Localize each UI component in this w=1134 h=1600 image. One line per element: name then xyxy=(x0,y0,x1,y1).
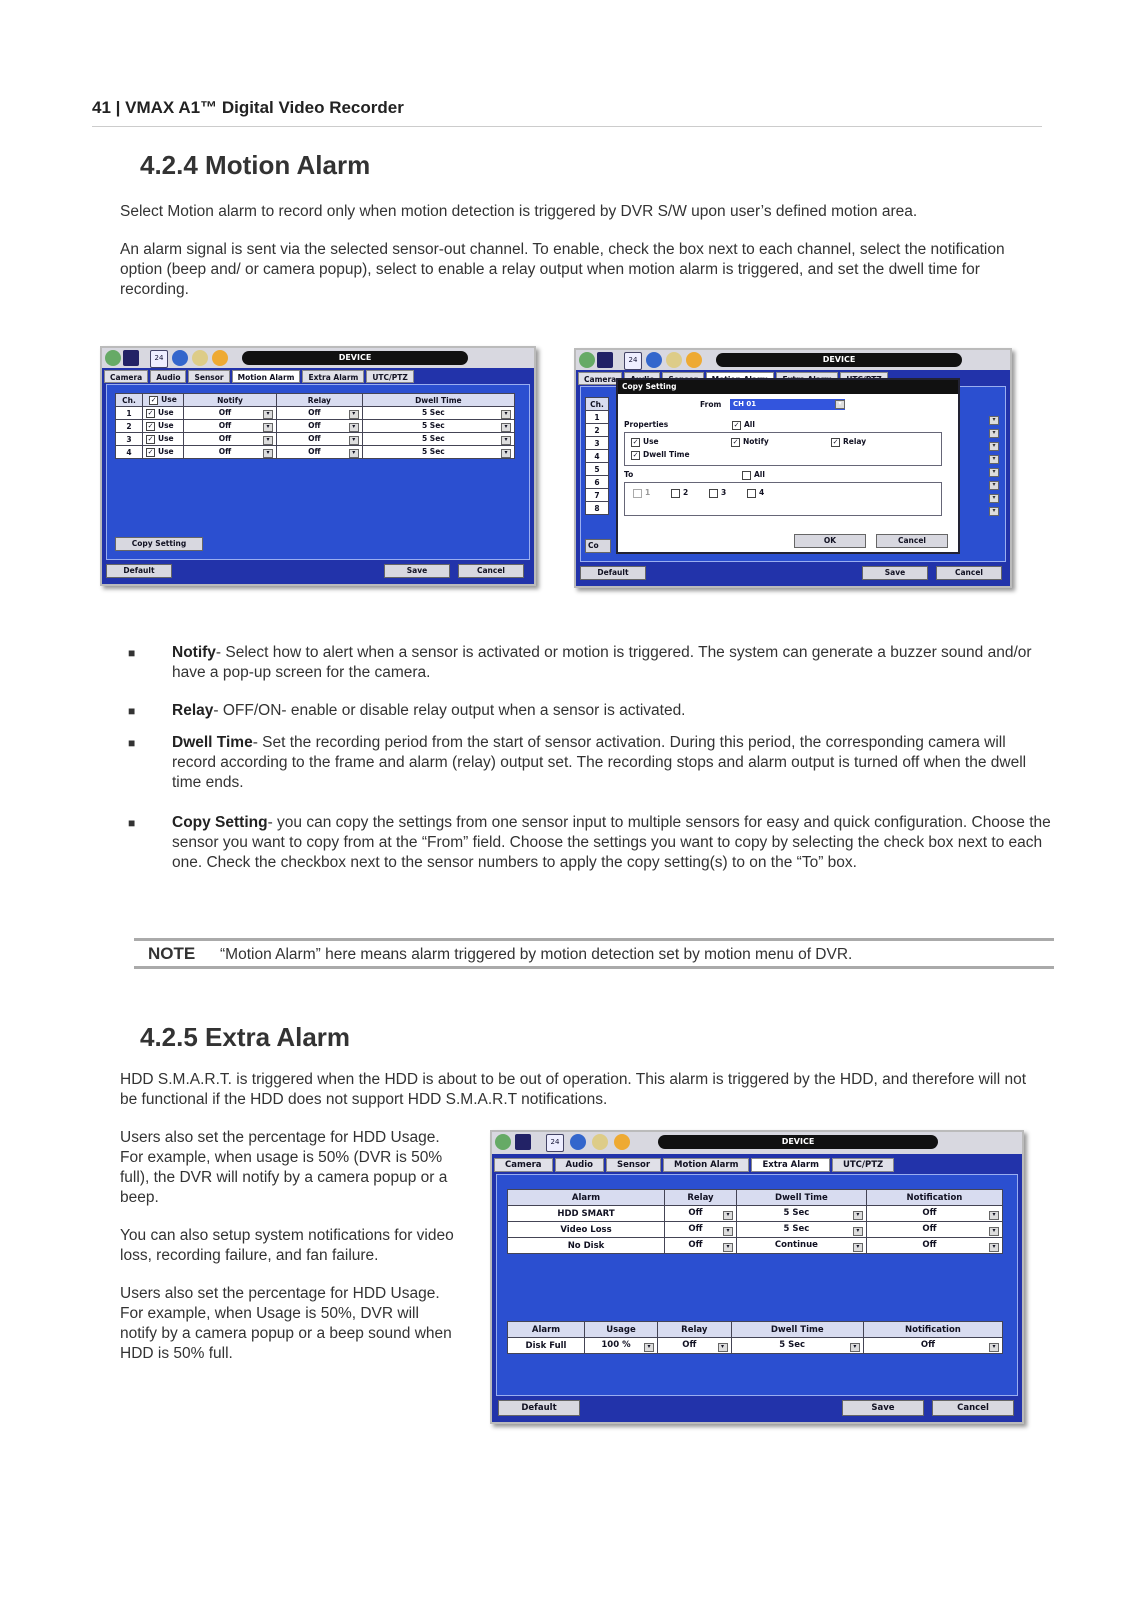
save-button[interactable]: Save xyxy=(384,564,450,578)
use-checkbox[interactable]: ✓ xyxy=(147,421,154,430)
chevron-down-icon[interactable]: ▾ xyxy=(989,455,999,464)
disc-icon xyxy=(192,350,208,366)
chevron-down-icon[interactable]: ▾ xyxy=(349,449,359,458)
motion-paragraph-2: An alarm signal is sent via the selected sensor-out channel. To enable, check the box next to each channel, select the notification option (beep and/ or camera popup), select to enable a relay output when motion alarm is triggered, and set the dwell time for recording. xyxy=(120,241,1005,298)
use-checkbox[interactable]: ✓ xyxy=(632,437,639,446)
chevron-down-icon[interactable]: ▾ xyxy=(501,449,511,458)
properties-all-checkbox[interactable]: ✓ xyxy=(733,420,740,429)
table-row: 4 ✓ Use Off ▾ Off ▾ 5 Sec ▾ xyxy=(116,446,515,459)
note-bottom-rule xyxy=(134,966,1054,969)
tab-camera[interactable]: Camera xyxy=(578,372,622,385)
tab-utc-ptz[interactable]: UTC/PTZ xyxy=(366,370,414,383)
table-row: No Disk Off ▾ Continue ▾ Off ▾ xyxy=(508,1238,1003,1254)
extra-alarm-table xyxy=(507,1189,1003,1254)
cancel-button[interactable]: Cancel xyxy=(936,566,1002,580)
cancel-button[interactable]: Cancel xyxy=(458,564,524,578)
document-title: VMAX A1™ Digital Video Recorder xyxy=(125,98,404,117)
dwell-select[interactable]: 5 Sec ▾ xyxy=(362,433,514,446)
dwell-select[interactable]: 5 Sec ▾ xyxy=(362,420,514,433)
notify-checkbox[interactable]: ✓ xyxy=(732,437,739,446)
disk-full-table xyxy=(507,1321,1003,1354)
chevron-down-icon[interactable]: ▾ xyxy=(989,1211,999,1220)
calendar-icon: 24 xyxy=(546,1134,564,1152)
dwell-select[interactable]: 5 Sec ▾ xyxy=(362,446,514,459)
dwell-checkbox[interactable]: ✓ xyxy=(632,450,639,459)
notify-select[interactable]: Off ▾ xyxy=(184,446,277,459)
default-button[interactable]: Default xyxy=(106,564,172,578)
notify-select[interactable]: Off ▾ xyxy=(184,433,277,446)
gear-icon xyxy=(105,350,121,366)
chevron-down-icon[interactable]: ▾ xyxy=(853,1211,863,1220)
dialog-title: Copy Setting xyxy=(618,380,958,394)
col-usage: Usage xyxy=(585,1322,658,1338)
note-label: NOTE xyxy=(148,944,196,963)
properties-all[interactable]: ✓ All xyxy=(733,420,755,429)
chevron-down-icon[interactable]: ▾ xyxy=(263,449,273,458)
globe-icon xyxy=(172,350,188,366)
calendar-icon: 24 xyxy=(624,352,642,370)
table-row: Disk Full 100 % ▾ Off ▾ 5 Sec ▾ Off ▾ xyxy=(508,1338,1003,1354)
relay-checkbox[interactable]: ✓ xyxy=(832,437,839,446)
col-relay: Relay xyxy=(658,1322,732,1338)
col-notification: Notification xyxy=(866,1190,1002,1206)
chevron-down-icon[interactable]: ▾ xyxy=(349,436,359,445)
notification-select[interactable]: Off ▾ xyxy=(866,1238,1002,1254)
col-relay: Relay xyxy=(665,1190,737,1206)
from-select[interactable]: CH 01 ▾ xyxy=(730,399,845,410)
relay-select[interactable]: Off ▾ xyxy=(665,1238,737,1254)
property-use[interactable]: ✓ Use xyxy=(632,437,659,446)
table-row: Video Loss Off ▾ 5 Sec ▾ Off ▾ xyxy=(508,1222,1003,1238)
chevron-down-icon[interactable]: ▾ xyxy=(989,468,999,477)
default-button[interactable]: Default xyxy=(498,1400,580,1416)
tab-camera[interactable]: Camera xyxy=(104,370,148,383)
ok-button[interactable]: OK xyxy=(794,534,866,548)
dvr-copy-setting-screen xyxy=(574,348,1012,588)
default-button[interactable]: Default xyxy=(580,566,646,580)
header-separator: | xyxy=(115,98,121,117)
save-button[interactable]: Save xyxy=(842,1400,924,1416)
header-divider xyxy=(92,126,1042,127)
to-item[interactable]: 2 xyxy=(671,488,688,498)
table-row: HDD SMART Off ▾ 5 Sec ▾ Off ▾ xyxy=(508,1206,1003,1222)
lightning-icon xyxy=(686,352,702,368)
motion-paragraph-1: Select Motion alarm to record only when motion detection is triggered by DVR S/W upon user’s defined motion area. xyxy=(120,203,918,220)
device-title: DEVICE xyxy=(242,351,468,365)
chevron-down-icon[interactable]: ▾ xyxy=(723,1227,733,1236)
tab-motion-alarm[interactable]: Motion Alarm xyxy=(232,370,301,383)
relay-select[interactable]: Off ▾ xyxy=(277,446,363,459)
bullet-copy-setting: Copy Setting- you can copy the settings from one sensor input to multiple sensors for easy and quick configuration. Choose the sensor you want to copy from at the “From” field. Choose the settings you want to copy by selecting the check box next to each one. Check the checkbox next to the sensor numbers to apply the copy setting(s) to on the “To” box. xyxy=(172,814,1051,871)
extra-paragraph-3: You can also setup system notifications for video loss, recording failure, and fan failure. xyxy=(120,1227,454,1264)
dvr-tabs xyxy=(104,370,532,383)
gear-icon xyxy=(495,1134,511,1150)
to-checkbox[interactable] xyxy=(747,489,756,498)
chevron-down-icon[interactable]: ▾ xyxy=(263,410,273,419)
tab-extra-alarm[interactable]: Extra Alarm xyxy=(751,1158,830,1172)
col-ch: Ch. xyxy=(116,394,143,407)
device-title: DEVICE xyxy=(716,353,962,367)
property-notify[interactable]: ✓ Notify xyxy=(732,437,769,446)
col-notification: Notification xyxy=(863,1322,1002,1338)
relay-select[interactable]: Off ▾ xyxy=(277,433,363,446)
disc-icon xyxy=(592,1134,608,1150)
notification-select[interactable]: Off ▾ xyxy=(863,1338,1002,1354)
chevron-down-icon[interactable]: ▾ xyxy=(989,507,999,516)
dialog-cancel-button[interactable]: Cancel xyxy=(876,534,948,548)
to-box xyxy=(624,482,942,516)
col-alarm: Alarm xyxy=(508,1190,665,1206)
camera-icon xyxy=(597,352,613,368)
to-checkbox[interactable] xyxy=(709,489,718,498)
tab-utc-ptz[interactable]: UTC/PTZ xyxy=(832,1158,894,1172)
tab-sensor[interactable]: Sensor xyxy=(606,1158,661,1172)
dvr-panel-body xyxy=(496,1174,1018,1396)
chevron-down-icon[interactable]: ▾ xyxy=(501,410,511,419)
use-checkbox[interactable]: ✓ xyxy=(147,434,154,443)
chevron-down-icon[interactable]: ▾ xyxy=(989,1343,999,1352)
chevron-down-icon[interactable]: ▾ xyxy=(263,436,273,445)
page-header xyxy=(92,98,404,118)
chevron-down-icon[interactable]: ▾ xyxy=(989,416,999,425)
col-dwell: Dwell Time xyxy=(731,1322,863,1338)
chevron-down-icon[interactable]: ▾ xyxy=(989,429,999,438)
note-top-rule xyxy=(134,938,1054,941)
chevron-down-icon[interactable]: ▾ xyxy=(501,436,511,445)
chevron-down-icon[interactable]: ▾ xyxy=(853,1227,863,1236)
chevron-down-icon[interactable]: ▾ xyxy=(349,423,359,432)
chevron-down-icon[interactable]: ▾ xyxy=(989,481,999,490)
copy-setting-dialog xyxy=(616,378,960,554)
dwell-select[interactable]: 5 Sec ▾ xyxy=(731,1338,863,1354)
bullet-marker: ■ xyxy=(128,704,136,718)
to-item[interactable]: 3 xyxy=(709,488,726,498)
chevron-down-icon[interactable]: ▾ xyxy=(835,400,845,409)
extra-paragraph-2: Users also set the percentage for HDD Usage. For example, when usage is 50% (DVR is 50% full), the DVR will notify by a camera popup or a beep. xyxy=(120,1129,448,1206)
property-relay[interactable]: ✓ Relay xyxy=(832,437,867,446)
col-notify: Notify xyxy=(184,394,277,407)
use-checkbox[interactable]: ✓ xyxy=(147,447,154,456)
copy-setting-button-partial[interactable]: Co xyxy=(585,539,611,553)
properties-label: Properties xyxy=(624,420,669,429)
extra-paragraph-1: HDD S.M.A.R.T. is triggered when the HDD is about to be out of operation. This alarm is triggered by the HDD, and therefore will not be functional if the HDD does not support HDD S.M.A.R.T notifications. xyxy=(120,1071,1027,1108)
page-number: 41 xyxy=(92,98,111,117)
dwell-select[interactable]: Continue ▾ xyxy=(736,1238,866,1254)
chevron-down-icon[interactable]: ▾ xyxy=(989,442,999,451)
dvr-toolbar xyxy=(102,348,534,368)
dvr-tabs xyxy=(494,1158,1020,1172)
bullet-relay: Relay- OFF/ON- enable or disable relay output when a sensor is activated. xyxy=(172,702,686,719)
notify-select[interactable]: Off ▾ xyxy=(184,407,277,420)
tab-audio[interactable]: Audio xyxy=(150,370,186,383)
cancel-button[interactable]: Cancel xyxy=(932,1400,1014,1416)
bullet-marker: ■ xyxy=(128,646,136,660)
table-row: 2 ✓ Use Off ▾ Off ▾ 5 Sec ▾ xyxy=(116,420,515,433)
relay-select[interactable]: Off ▾ xyxy=(665,1206,737,1222)
dvr-toolbar xyxy=(492,1132,1022,1154)
col-dwell: Dwell Time xyxy=(362,394,514,407)
chevron-down-icon[interactable]: ▾ xyxy=(723,1243,733,1252)
motion-alarm-table xyxy=(115,393,515,459)
to-checkbox[interactable] xyxy=(633,489,642,498)
notification-select[interactable]: Off ▾ xyxy=(866,1206,1002,1222)
dwell-select[interactable]: 5 Sec ▾ xyxy=(362,407,514,420)
to-checkbox[interactable] xyxy=(671,489,680,498)
calendar-icon: 24 xyxy=(150,350,168,368)
notify-select[interactable]: Off ▾ xyxy=(184,420,277,433)
col-dwell: Dwell Time xyxy=(736,1190,866,1206)
relay-select[interactable]: Off ▾ xyxy=(277,407,363,420)
chevron-down-icon[interactable]: ▾ xyxy=(501,423,511,432)
dwell-select[interactable]: 5 Sec ▾ xyxy=(736,1222,866,1238)
dwell-select[interactable]: 5 Sec ▾ xyxy=(736,1206,866,1222)
bullet-dwell-time: Dwell Time- Set the recording period from the start of sensor activation. During this period, the corresponding camera will record according to the frame and alarm (relay) output set. The recording stops and alarm output is turned off when the dwell time ends. xyxy=(172,734,1027,791)
chevron-down-icon[interactable]: ▾ xyxy=(644,1343,654,1352)
tab-extra-alarm[interactable]: Extra Alarm xyxy=(302,370,364,383)
to-item[interactable]: 1 xyxy=(633,488,650,498)
dvr-panel-body xyxy=(106,384,530,560)
extra-paragraph-4: Users also set the percentage for HDD Usage. For example, when Usage is 50%, DVR will notify by a camera popup or a beep sound when HDD is 50% full. xyxy=(120,1285,452,1362)
use-checkbox[interactable]: ✓ xyxy=(147,408,154,417)
col-alarm: Alarm xyxy=(508,1322,585,1338)
save-button[interactable]: Save xyxy=(862,566,928,580)
col-relay: Relay xyxy=(277,394,363,407)
relay-select[interactable]: Off ▾ xyxy=(277,420,363,433)
table-row: 1 ✓ Use Off ▾ Off ▾ 5 Sec ▾ xyxy=(116,407,515,420)
gear-icon xyxy=(579,352,595,368)
bullet-marker: ■ xyxy=(128,736,136,750)
background-channel-list: Ch. 1 2 3 4 5 6 7 8 xyxy=(585,397,609,515)
table-row: 3 ✓ Use Off ▾ Off ▾ 5 Sec ▾ xyxy=(116,433,515,446)
camera-icon xyxy=(123,350,139,366)
copy-setting-button[interactable]: Copy Setting xyxy=(115,537,203,551)
chevron-down-icon[interactable]: ▾ xyxy=(718,1343,728,1352)
bullet-marker: ■ xyxy=(128,816,136,830)
motion-alarm-heading: 4.2.4 Motion Alarm xyxy=(140,150,371,180)
relay-select[interactable]: Off ▾ xyxy=(665,1222,737,1238)
property-dwell[interactable]: ✓ Dwell Time xyxy=(632,450,690,459)
device-title: DEVICE xyxy=(658,1135,938,1149)
col-use: ✓ Use xyxy=(143,394,184,407)
extra-alarm-heading: 4.2.5 Extra Alarm xyxy=(140,1022,351,1052)
properties-box xyxy=(624,432,942,466)
use-all-checkbox[interactable]: ✓ xyxy=(150,395,157,404)
dvr-extra-alarm-screen xyxy=(490,1130,1024,1424)
globe-icon xyxy=(570,1134,586,1150)
camera-icon xyxy=(515,1134,531,1150)
to-all-checkbox[interactable] xyxy=(742,471,751,480)
chevron-down-icon[interactable]: ▾ xyxy=(989,494,999,503)
tab-sensor[interactable]: Sensor xyxy=(188,370,229,383)
dvr-toolbar xyxy=(576,350,1010,370)
tab-audio[interactable]: Audio xyxy=(555,1158,604,1172)
usage-select[interactable]: 100 % ▾ xyxy=(585,1338,658,1354)
from-label: From xyxy=(700,400,722,409)
note-text: “Motion Alarm” here means alarm triggered by motion detection set by motion menu of DVR. xyxy=(220,946,853,963)
tab-motion-alarm[interactable]: Motion Alarm xyxy=(663,1158,749,1172)
to-all[interactable]: All xyxy=(742,470,765,480)
dvr-motion-alarm-screen xyxy=(100,346,536,586)
disc-icon xyxy=(666,352,682,368)
chevron-down-icon[interactable]: ▾ xyxy=(349,410,359,419)
chevron-down-icon[interactable]: ▾ xyxy=(850,1343,860,1352)
lightning-icon xyxy=(212,350,228,366)
notification-select[interactable]: Off ▾ xyxy=(866,1222,1002,1238)
to-item[interactable]: 4 xyxy=(747,488,764,498)
chevron-down-icon[interactable]: ▾ xyxy=(263,423,273,432)
to-label: To xyxy=(624,470,634,479)
background-dropdown-column xyxy=(989,413,1001,520)
chevron-down-icon[interactable]: ▾ xyxy=(989,1227,999,1236)
chevron-down-icon[interactable]: ▾ xyxy=(853,1243,863,1252)
globe-icon xyxy=(646,352,662,368)
chevron-down-icon[interactable]: ▾ xyxy=(723,1211,733,1220)
bullet-notify: Notify- Select how to alert when a sensor is activated or motion is triggered. The system can generate a buzzer sound and/or have a pop-up screen for the camera. xyxy=(172,644,1032,681)
lightning-icon xyxy=(614,1134,630,1150)
chevron-down-icon[interactable]: ▾ xyxy=(989,1243,999,1252)
tab-camera[interactable]: Camera xyxy=(494,1158,553,1172)
relay-select[interactable]: Off ▾ xyxy=(658,1338,732,1354)
